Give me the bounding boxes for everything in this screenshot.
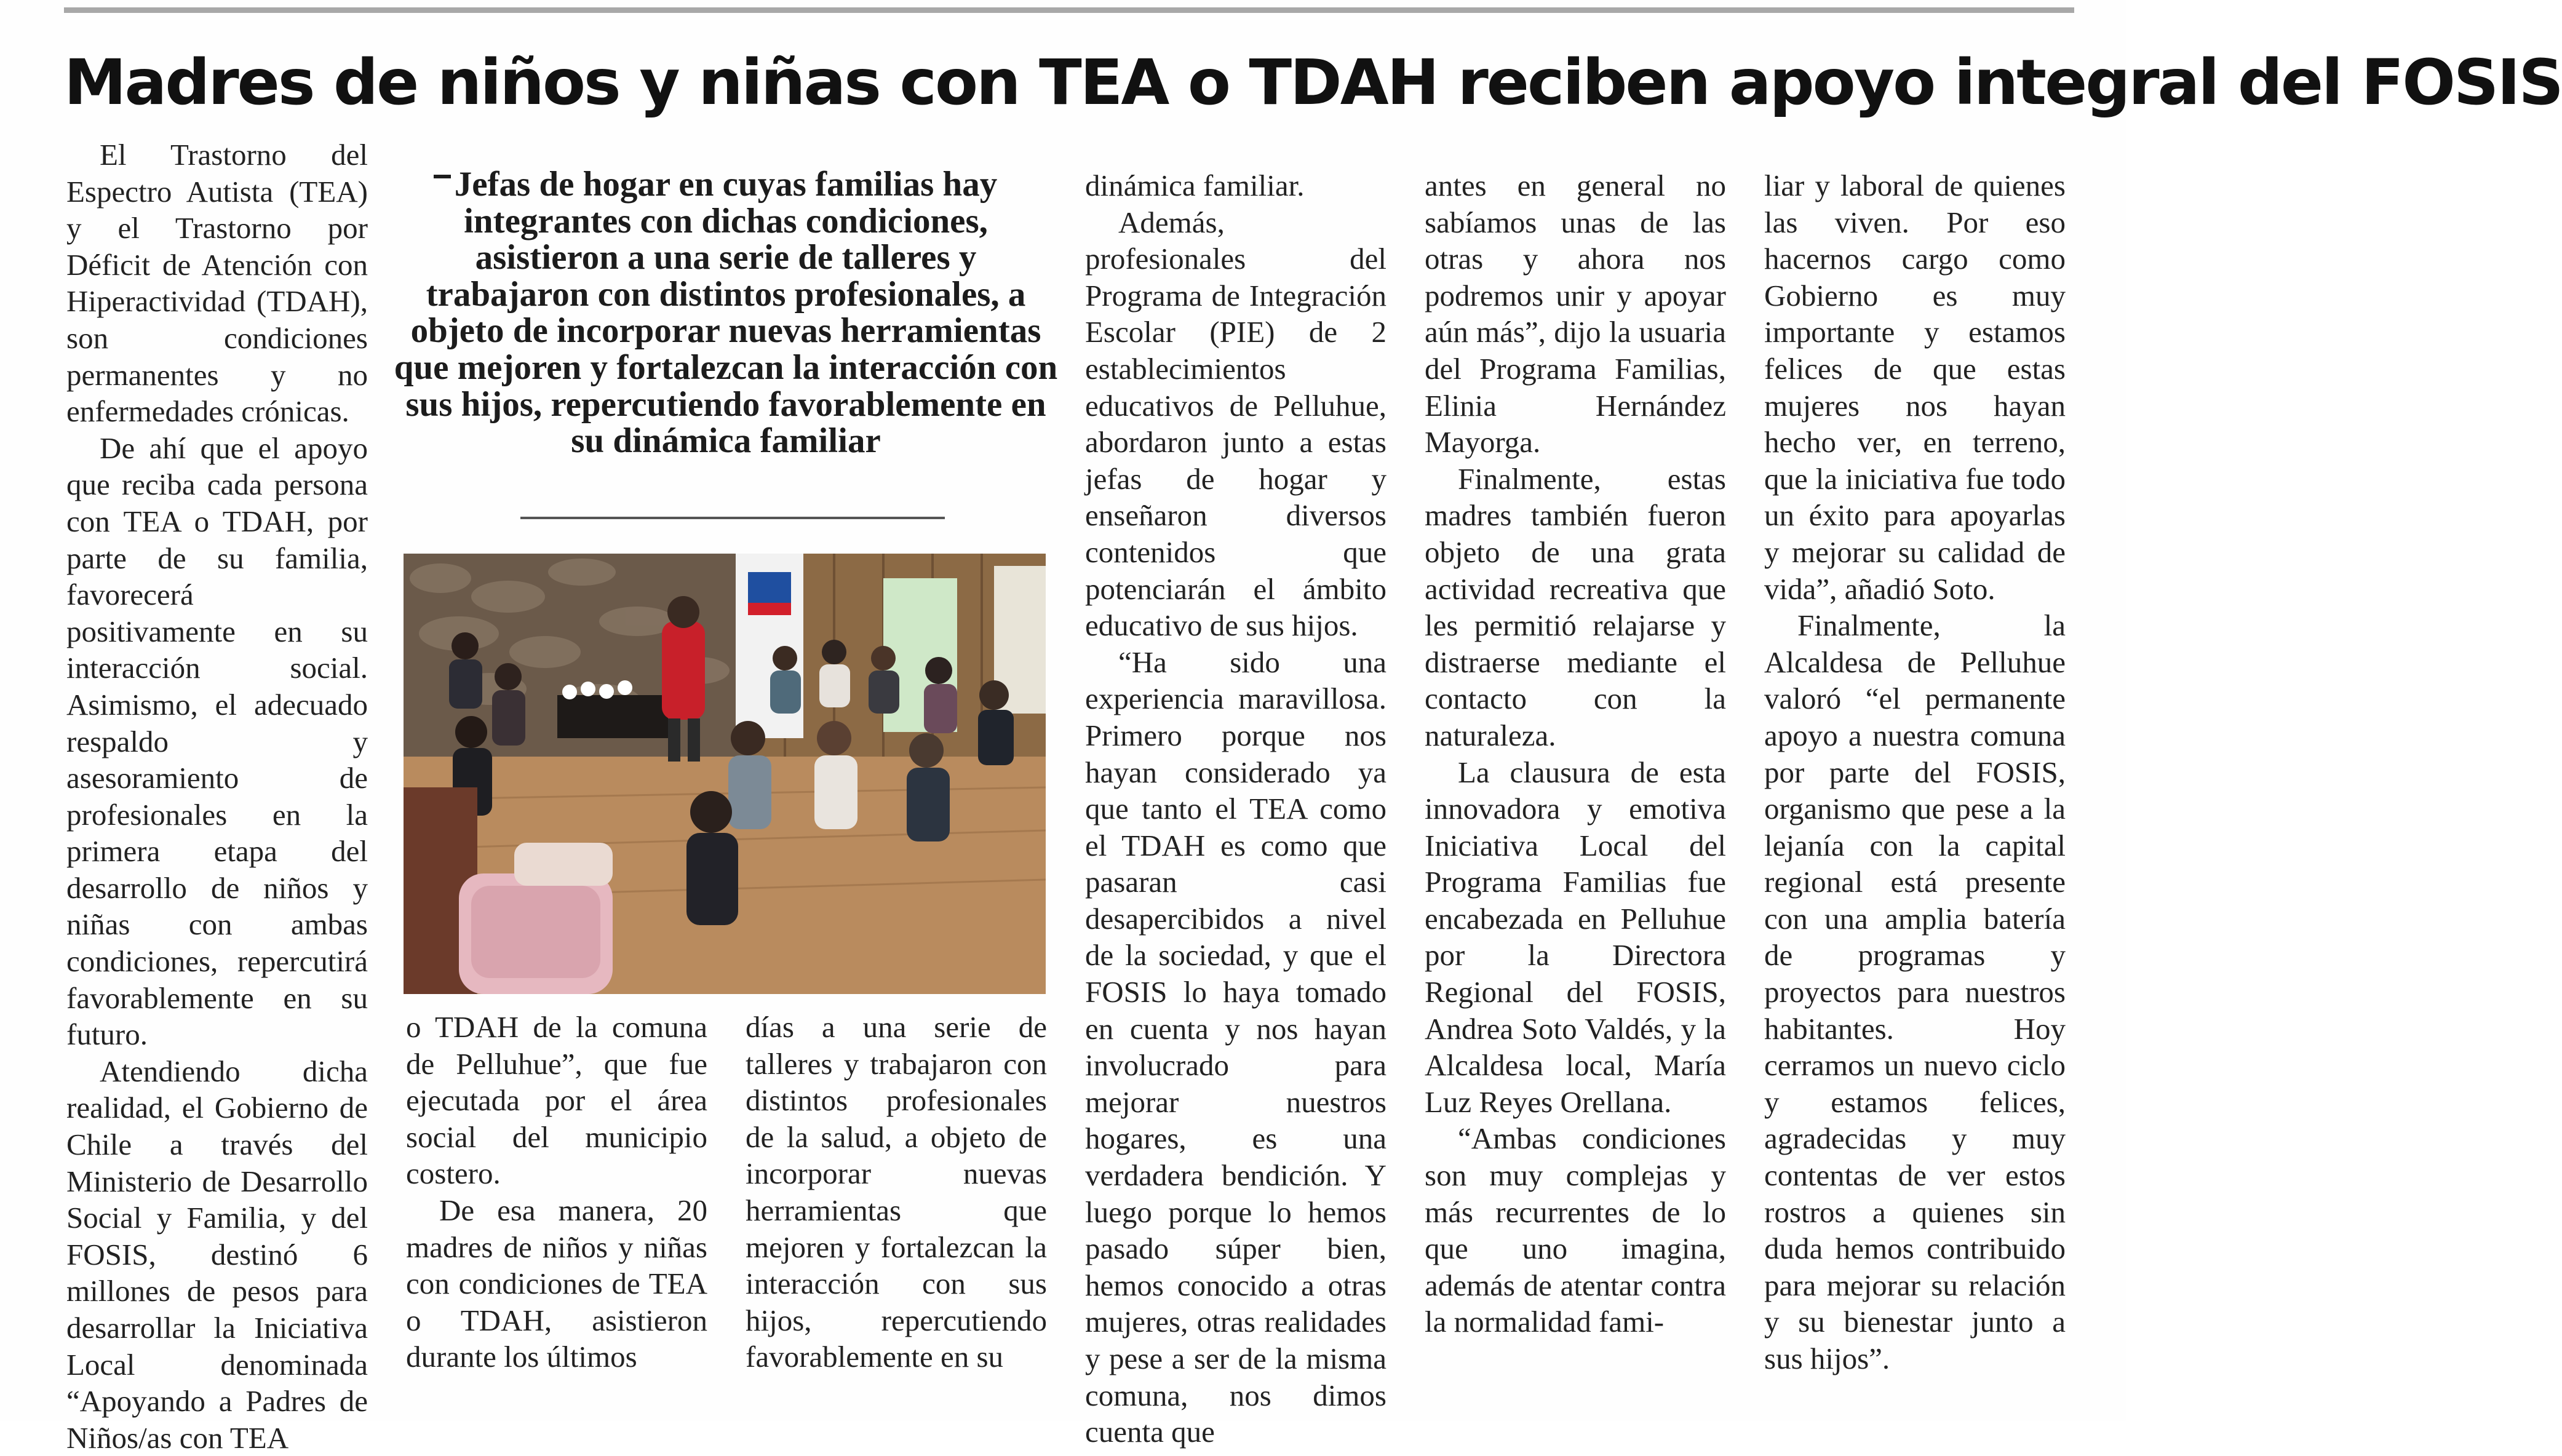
article-column-5 <box>1425 167 1726 1398</box>
workshop-photo <box>404 554 1046 994</box>
paragraph: “Ha sido una experiencia maravillosa. Primero porque nos hayan considerado ya que tanto el TEA como el TDAH es como que pasaran casi desapercibidos a nivel de la sociedad, y que el FOSIS lo haya tomado en cuenta y nos hayan involucrado para mejorar nuestros hogares, es una verdadera bendición. Y luego porque lo hemos pasado súper bien, hemos conocido a otras mujeres, otras realidades y pese a ser de la misma comuna, nos dimos cuenta que <box>1085 645 1386 1449</box>
paragraph: De esa manera, 20 madres de niños y niñas con condiciones de TEA o TDAH, asistieron durante los últimos <box>406 1193 707 1374</box>
paragraph: El Trastorno del Espectro Autista (TEA) y el Trastorno por Déficit de Atención con Hiperactividad (TDAH), son condiciones permanentes y no enfermedades crónicas. <box>66 138 368 429</box>
article-column-1 <box>66 137 368 1455</box>
article-column-2 <box>406 1009 707 1402</box>
article-column-4 <box>1085 167 1386 1449</box>
paragraph: Además, profesionales del Programa de Integración Escolar (PIE) de 2 establecimientos educativos de Pelluhue, abordaron junto a estas jefas de hogar y enseñaron diversos contenidos que potenciarán el ámbito educativo de sus hijos. <box>1085 205 1386 643</box>
paragraph: Finalmente, la Alcaldesa de Pelluhue valoró “el permanente apoyo a nuestra comuna por parte del FOSIS, organismo que pese a la lejanía con la capital regional está presente con una amplia batería de programas y proyectos para nuestros habitantes. Hoy cerramos un nuevo ciclo y estamos felices, agradecidas y muy contentas de ver estos rostros a quienes sin duda hemos contribuido para mejorar su relación y su bienestar junto a sus hijos”. <box>1764 608 2066 1375</box>
article-column-3 <box>746 1009 1047 1402</box>
paragraph: liar y laboral de quienes las viven. Por eso hacernos cargo como Gobierno es muy importante y estamos felices de que estas mujeres nos hayan hecho ver, en terreno, que la iniciativa fue todo un éxito para apoyarlas y mejorar su calidad de vida”, añadió Soto. <box>1764 169 2066 606</box>
paragraph: Finalmente, estas madres también fueron objeto de una grata actividad recreativa que les permitió relajarse y distraerse mediante el contacto con la naturaleza. <box>1425 461 1726 752</box>
pull-quote-rule <box>520 517 945 519</box>
top-rule <box>64 7 2074 13</box>
paragraph: La clausura de esta innovadora y emotiva Iniciativa Local del Programa Familias fue encabezada en Pelluhue por la Directora Regional del FOSIS, Andrea Soto Valdés, y la Alcaldesa local, María Luz Reyes Orellana. <box>1425 755 1726 1119</box>
workshop-photo-illustration <box>404 554 1046 994</box>
pull-quote: Jefas de hogar en cuyas familias hay integrantes con dichas condiciones, asistieron a una serie de talleres y trabajaron con distintos profesionales, a objeto de incorporar nuevas herramientas que mejoren y fortalezcan la interacción con sus hijos, repercutiendo favorablemente en su dinámica familiar <box>394 165 1058 461</box>
paragraph: “Ambas condiciones son muy complejas y más recurrentes de lo que uno imagina, además de atentar contra la normalidad fami- <box>1425 1121 1726 1339</box>
paragraph: antes en general no sabíamos unas de las otras y ahora nos podremos unir y apoyar aún más”, dijo la usuaria del Programa Familias, Elinia Hernández Mayorga. <box>1425 169 1726 459</box>
article-column-6 <box>1764 167 2066 1398</box>
paragraph: dinámica familiar. <box>1085 169 1305 202</box>
paragraph: o TDAH de la comuna de Pelluhue”, que fue ejecutada por el área social del municipio costero. <box>406 1010 707 1191</box>
paragraph: De ahí que el apoyo que reciba cada persona con TEA o TDAH, por parte de su familia, favorecerá positivamente en su interacción social. Asimismo, el adecuado respaldo y asesoramiento de profesionales en la primera etapa del desarrollo de niños y niñas con ambas condiciones, repercutirá favorablemente en su futuro. <box>66 431 368 1052</box>
paragraph: días a una serie de talleres y trabajaron con distintos profesionales de la salud, a objeto de incorporar nuevas herramientas que mejoren y fortalezcan la interacción con sus hijos, repercutiendo favorablemente en su <box>746 1010 1047 1374</box>
headline: Madres de niños y niñas con TEA o TDAH reciben apoyo integral del FOSIS <box>64 46 2562 119</box>
paragraph: Atendiendo dicha realidad, el Gobierno de Chile a través del Ministerio de Desarrollo Social y Familia, y del FOSIS, destinó 6 millones de pesos para desarrollar la Iniciativa Local denominada “Apoyando a Padres de Niños/as con TEA <box>66 1054 368 1455</box>
